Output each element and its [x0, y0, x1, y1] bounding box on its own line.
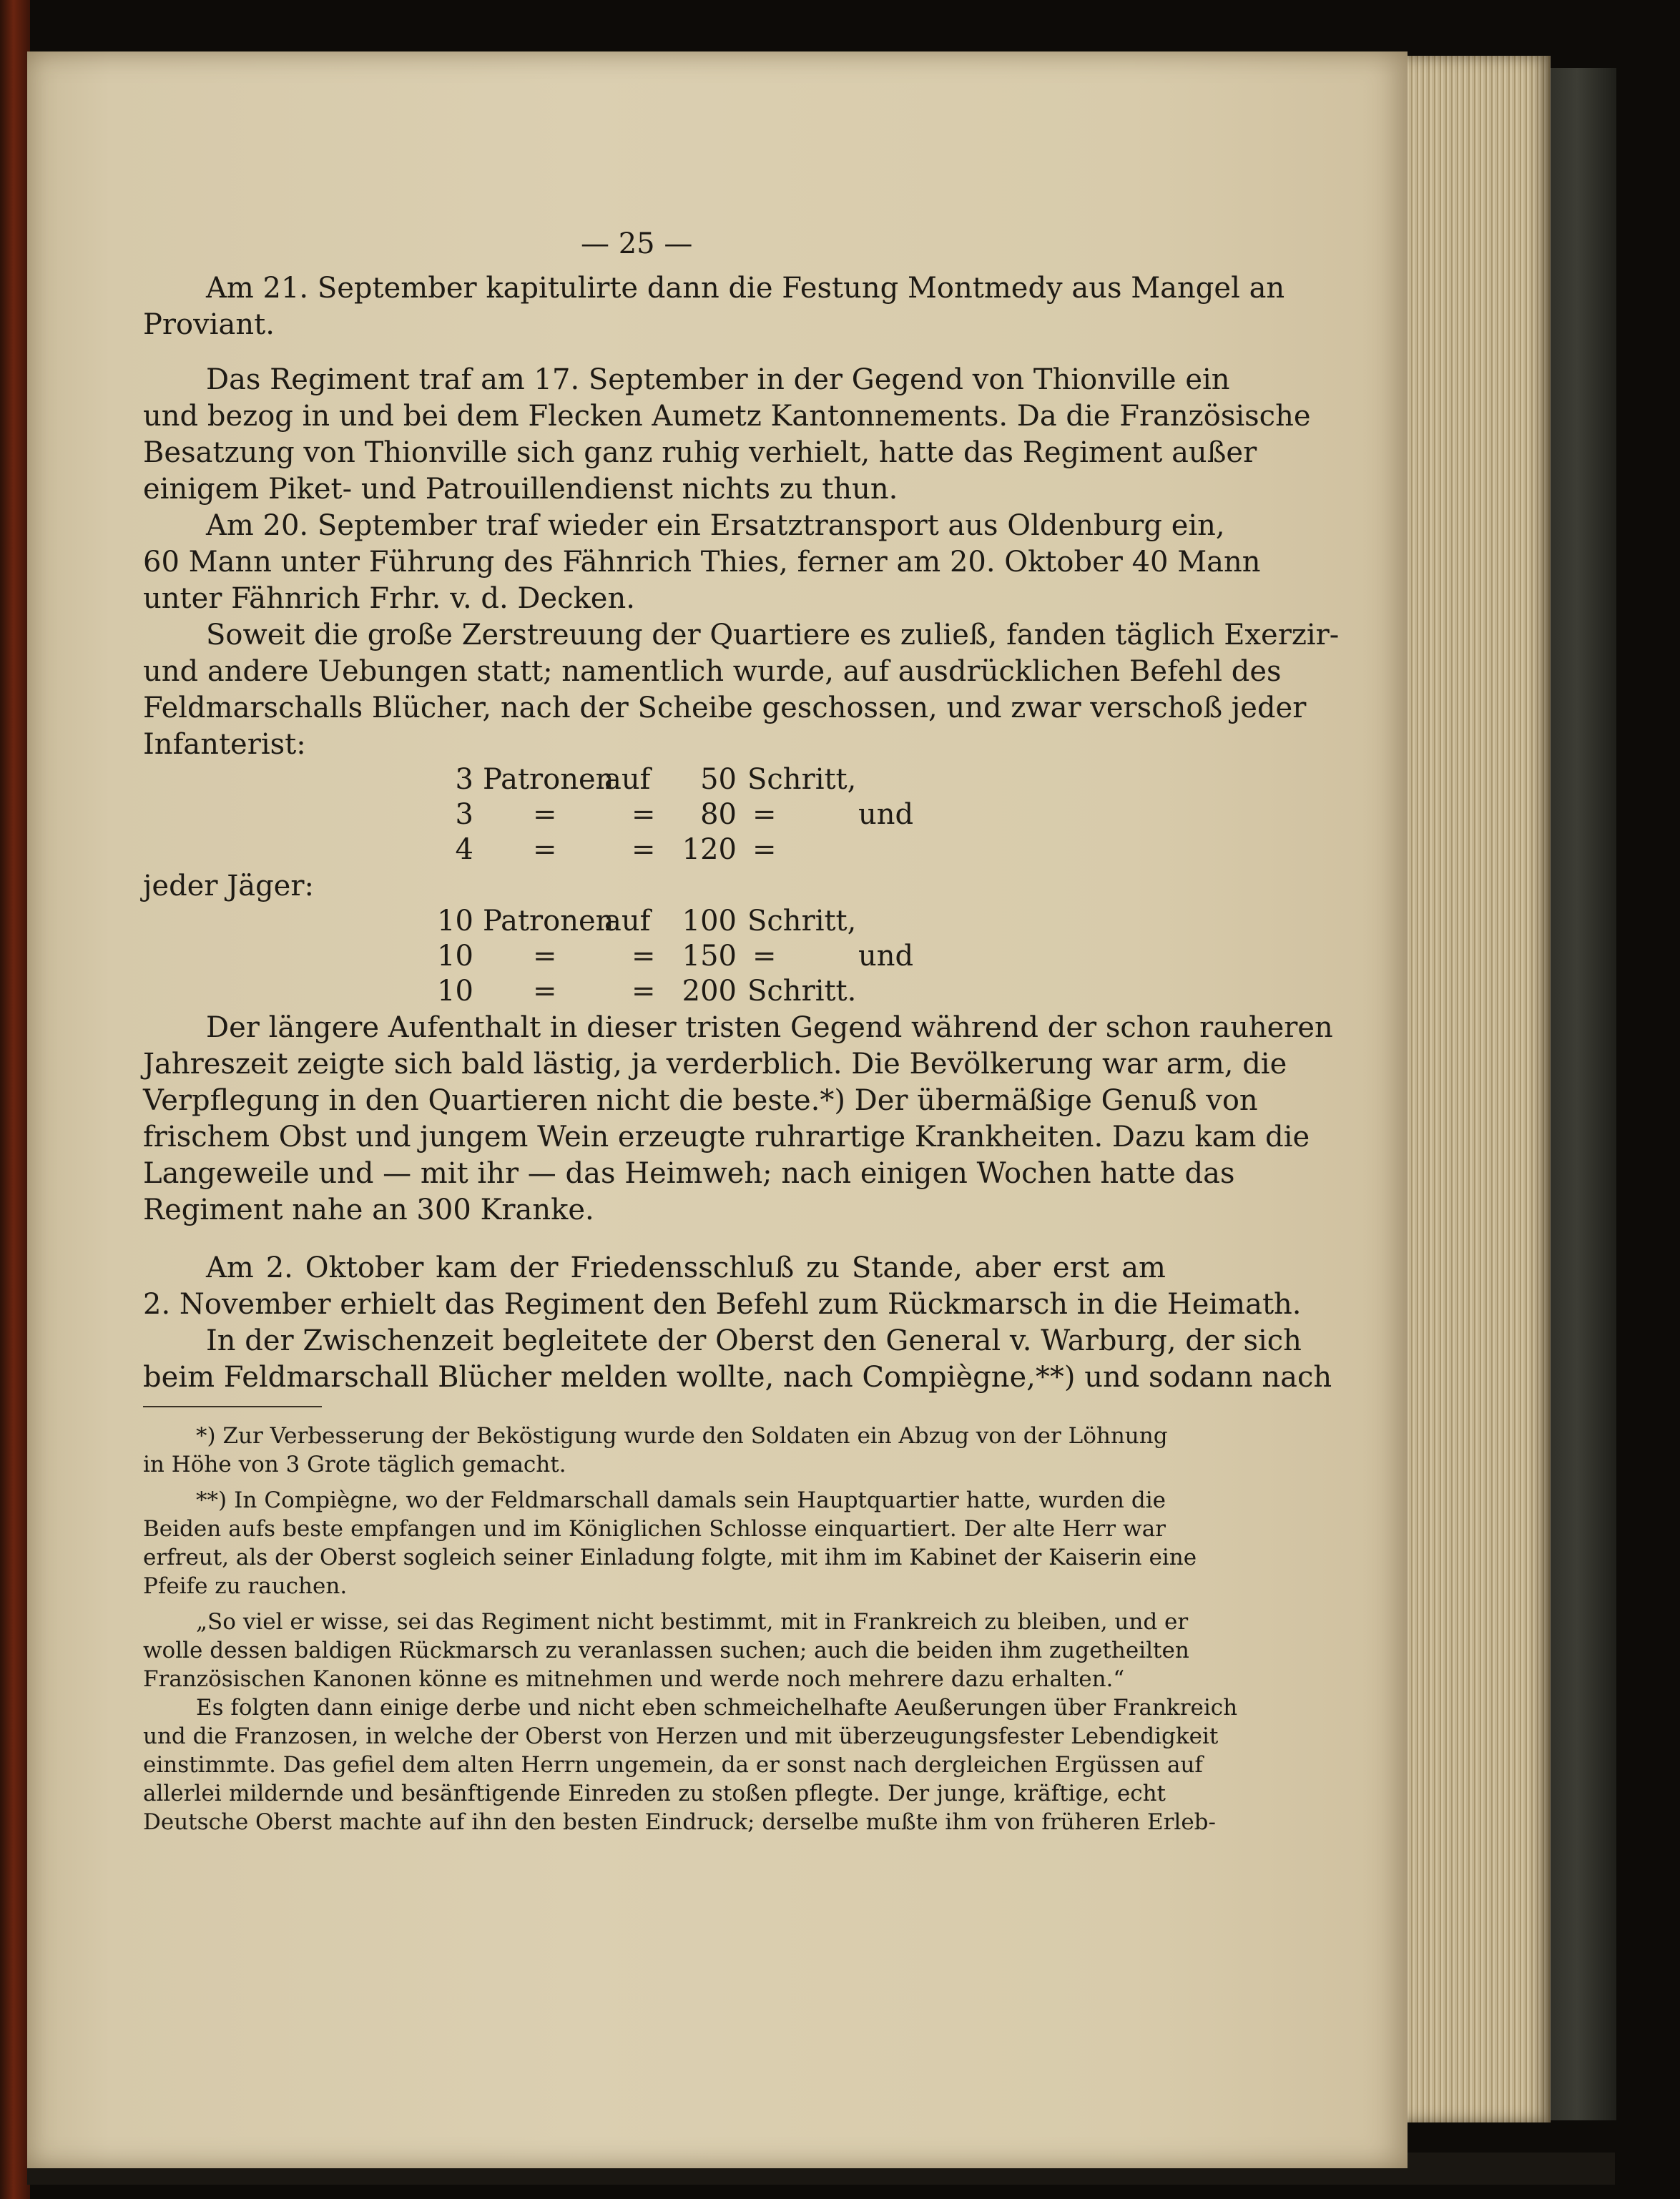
- ammo-und: und: [858, 798, 914, 831]
- ammo-distance: 100: [682, 905, 737, 938]
- ammo-count: 3: [455, 798, 473, 831]
- footnote-line: Pfeife zu rauchen.: [143, 1573, 348, 1599]
- footnote-quote: [143, 1608, 1189, 1693]
- text-line: einigem Piket- und Patrouillendienst nichts zu thun.: [143, 473, 898, 506]
- paragraph-7: [143, 1323, 1332, 1396]
- text-line: Am 2. Oktober kam der Friedensschluß zu Stande, aber erst am: [206, 1251, 1166, 1284]
- ammo-unit: Patronen: [483, 905, 614, 938]
- footnote-line: *) Zur Verbesserung der Beköstigung wurde den Soldaten ein Abzug von der Löhnung: [196, 1423, 1168, 1449]
- text-line: Am 21. September kapitulirte dann die Festung Montmedy aus Mangel an: [206, 272, 1285, 305]
- ammo-distance: 200: [682, 975, 737, 1008]
- footnote-line: „So viel er wisse, sei das Regiment nicht bestimmt, mit in Frankreich zu bleiben, und er: [196, 1609, 1189, 1635]
- text-line: unter Fähnrich Frhr. v. d. Decken.: [143, 582, 635, 615]
- ammo-distance: 120: [682, 833, 737, 866]
- text-line: In der Zwischenzeit begleitete der Oberst den General v. Warburg, der sich: [206, 1324, 1302, 1357]
- footnote-line: einstimmte. Das gefiel dem alten Herrn ungemein, da er sonst nach dergleichen Ergüssen auf: [143, 1752, 1203, 1778]
- main-text: [143, 215, 1340, 1836]
- ammo-auf: auf: [604, 763, 651, 796]
- paragraph-2: [143, 362, 1311, 508]
- ammo-row: [143, 975, 1166, 1010]
- ammo-und: und: [858, 940, 914, 973]
- text-line: Langeweile und — mit ihr — das Heimweh; nach einigen Wochen hatte das: [143, 1157, 1235, 1190]
- page-number: — 25 —: [581, 227, 693, 260]
- ammo-distance: 150: [682, 940, 737, 973]
- text-line: 60 Mann unter Führung des Fähnrich Thies, ferner am 20. Oktober 40 Mann: [143, 546, 1261, 579]
- ammo-distance: 80: [700, 798, 737, 831]
- footnote-line: in Höhe von 3 Grote täglich gemacht.: [143, 1452, 566, 1477]
- paragraph-4: [143, 617, 1340, 763]
- ammo-count: 4: [455, 833, 473, 866]
- text-line: Infanterist:: [143, 728, 306, 761]
- ditto-mark: =: [632, 833, 656, 866]
- text-line: Besatzung von Thionville sich ganz ruhig verhielt, hatte das Regiment außer: [143, 436, 1257, 469]
- ammo-count: 10: [437, 940, 473, 973]
- footnote-line: allerlei mildernde und besänftigende Einreden zu stoßen pflegte. Der junge, kräftige, echt: [143, 1781, 1166, 1806]
- text-line: Regiment nahe an 300 Kranke.: [143, 1194, 594, 1226]
- ammo-row: [143, 798, 1166, 833]
- ditto-mark: =: [752, 798, 777, 831]
- page-stack-edge: [1386, 56, 1551, 2122]
- ammo-row: [143, 763, 1166, 798]
- jaeger-label: jeder Jäger:: [143, 870, 314, 902]
- infantry-ammo-table: [143, 763, 1166, 868]
- ditto-mark: =: [632, 798, 656, 831]
- ammo-count: 10: [437, 975, 473, 1008]
- ammo-schritt: Schritt,: [747, 905, 857, 938]
- paragraph-3: [143, 508, 1261, 617]
- ammo-distance: 50: [700, 763, 737, 796]
- paragraph-6: [143, 1250, 1302, 1323]
- text-line: Feldmarschalls Blücher, nach der Scheibe geschossen, und zwar verschoß jeder: [143, 692, 1307, 724]
- ditto-mark: =: [632, 975, 656, 1008]
- ditto-mark: =: [533, 975, 557, 1008]
- paragraph-5: [143, 1010, 1333, 1229]
- ammo-count: 3: [455, 763, 473, 796]
- ditto-mark: =: [533, 833, 557, 866]
- ditto-mark: =: [632, 940, 656, 973]
- ditto-mark: =: [752, 940, 777, 973]
- text-line: Proviant.: [143, 308, 275, 341]
- text-line: 2. November erhielt das Regiment den Befehl zum Rückmarsch in die Heimath.: [143, 1288, 1302, 1321]
- ammo-schritt: Schritt.: [747, 975, 857, 1008]
- text-line: Verpflegung in den Quartieren nicht die beste.*) Der übermäßige Genuß von: [143, 1084, 1258, 1117]
- footnote-line: Es folgten dann einige derbe und nicht eben schmeichelhafte Aeußerungen über Frankreich: [196, 1695, 1238, 1721]
- ammo-row: [143, 833, 1166, 868]
- footnote-1: [143, 1422, 1166, 1479]
- ditto-mark: =: [533, 940, 557, 973]
- ammo-auf: auf: [604, 905, 651, 938]
- footnote-line: Deutsche Oberst machte auf ihn den besten Eindruck; derselbe mußte ihm von früheren Erleb-: [143, 1809, 1217, 1835]
- footnote-continuation: [143, 1693, 1238, 1836]
- footnote-line: und die Franzosen, in welche der Oberst von Herzen und mit überzeugungsfester Lebendigkeit: [143, 1723, 1219, 1749]
- footnote-2: [143, 1486, 1197, 1600]
- text-line: Am 20. September traf wieder ein Ersatztransport aus Oldenburg ein,: [206, 509, 1225, 542]
- text-line: Soweit die große Zerstreuung der Quartiere es zuließ, fanden täglich Exerzir-: [206, 619, 1340, 651]
- ammo-unit: Patronen: [483, 763, 614, 796]
- ammo-schritt: Schritt,: [747, 763, 857, 796]
- text-line: frischem Obst und jungem Wein erzeugte ruhrartige Krankheiten. Dazu kam die: [143, 1121, 1310, 1153]
- jaeger-ammo-table: [143, 905, 1166, 1010]
- left-book-edge: [0, 0, 30, 2199]
- paragraph-1: [143, 270, 1285, 343]
- text-line: und bezog in und bei dem Flecken Aumetz Kantonnements. Da die Französische: [143, 400, 1311, 433]
- footnote-line: **) In Compiègne, wo der Feldmarschall damals sein Hauptquartier hatte, wurden die: [196, 1487, 1166, 1513]
- footnote-line: Französischen Kanonen könne es mitnehmen und werde noch mehrere dazu erhalten.“: [143, 1666, 1125, 1692]
- footnote-line: Beiden aufs beste empfangen und im Königlichen Schlosse einquartiert. Der alte Herr war: [143, 1516, 1166, 1542]
- text-line: Der längere Aufenthalt in dieser tristen Gegend während der schon rauheren: [206, 1011, 1333, 1044]
- ammo-count: 10: [437, 905, 473, 938]
- footnote-line: wolle dessen baldigen Rückmarsch zu veranlassen suchen; auch die beiden ihm zugetheilten: [143, 1638, 1189, 1663]
- text-line: und andere Uebungen statt; namentlich wurde, auf ausdrücklichen Befehl des: [143, 655, 1282, 688]
- footnote-line: erfreut, als der Oberst sogleich seiner Einladung folgte, mit ihm im Kabinet der Kaiserin eine: [143, 1545, 1197, 1570]
- ammo-row: [143, 905, 1166, 940]
- text-line: Das Regiment traf am 17. September in der Gegend von Thionville ein: [206, 363, 1230, 396]
- text-line: Jahreszeit zeigte sich bald lästig, ja verderblich. Die Bevölkerung war arm, die: [143, 1048, 1287, 1081]
- text-line: beim Feldmarschall Blücher melden wollte, nach Compiègne,**) und sodann nach: [143, 1361, 1332, 1394]
- ditto-mark: =: [752, 833, 777, 866]
- footnote-divider: [143, 1406, 322, 1407]
- ditto-mark: =: [533, 798, 557, 831]
- ammo-row: [143, 940, 1166, 975]
- footnotes: [143, 1422, 1238, 1836]
